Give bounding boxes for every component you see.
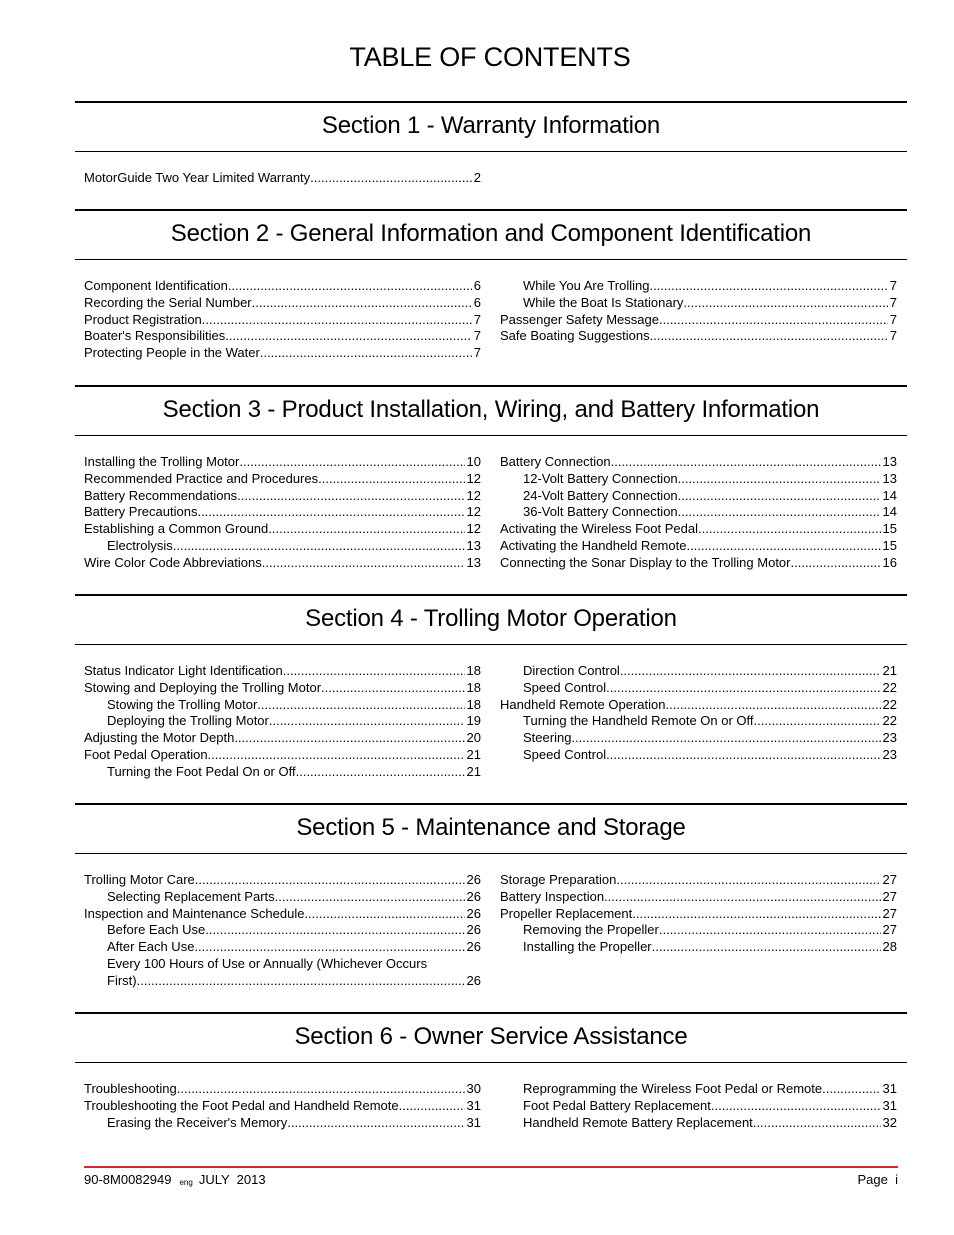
dot-leader xyxy=(399,1098,465,1115)
dot-leader xyxy=(683,295,887,312)
toc-entry[interactable] xyxy=(84,956,481,990)
dot-leader xyxy=(611,454,881,471)
toc-col-left xyxy=(84,278,481,362)
toc-entry-page: 26 xyxy=(466,922,481,938)
toc-entry-title: 24-Volt Battery Connection xyxy=(523,487,678,503)
toc-entry[interactable] xyxy=(84,1098,481,1115)
section-2-title: Section 2 - General Information and Component Identification xyxy=(170,220,812,247)
dot-leader xyxy=(252,295,472,312)
language-code: eng xyxy=(179,1178,193,1187)
section-6 xyxy=(75,1012,907,1130)
toc-entry-title: Status Indicator Light Identification xyxy=(84,663,283,678)
toc-entry[interactable] xyxy=(500,538,897,555)
dot-leader xyxy=(604,889,880,906)
dot-leader xyxy=(268,521,464,538)
toc-entry-title: Removing the Propeller xyxy=(523,922,659,938)
toc-entry-title: Turning the Foot Pedal On or Off xyxy=(107,763,296,779)
section-1-entries xyxy=(75,170,907,188)
dot-leader xyxy=(666,697,881,714)
toc-entry[interactable] xyxy=(84,521,481,538)
toc-entry-page: 13 xyxy=(466,554,481,570)
toc-entry-page: 21 xyxy=(466,746,481,762)
toc-entry-page: 12 xyxy=(466,504,481,520)
dot-leader xyxy=(754,713,881,730)
toc-entry-title: Safe Boating Suggestions xyxy=(500,328,650,344)
toc-entry-title: MotorGuide Two Year Limited Warranty xyxy=(84,170,311,185)
dot-leader xyxy=(239,454,464,471)
dot-leader xyxy=(234,730,464,747)
toc-entry[interactable] xyxy=(84,170,481,187)
toc-entry[interactable] xyxy=(84,538,481,555)
toc-entry[interactable] xyxy=(500,663,897,680)
toc-entry-title: Protecting People in the Water xyxy=(84,345,260,361)
toc-entry-page: 27 xyxy=(882,905,897,921)
toc-entry[interactable] xyxy=(500,555,897,572)
toc-entry[interactable] xyxy=(84,663,481,680)
toc-entry-title: Installing the Trolling Motor xyxy=(84,454,240,469)
toc-entry-title: Trolling Motor Care xyxy=(84,872,195,887)
dot-leader xyxy=(321,680,465,697)
toc-entry-page: 20 xyxy=(466,730,481,746)
dot-leader xyxy=(620,663,881,680)
toc-entry-page: 10 xyxy=(466,454,481,469)
toc-entry[interactable] xyxy=(84,906,481,923)
page-title: TABLE OF CONTENTS xyxy=(349,42,631,72)
dot-leader xyxy=(205,922,464,939)
toc-entry[interactable] xyxy=(84,312,481,329)
dot-leader xyxy=(632,906,880,923)
dot-leader xyxy=(606,747,880,764)
toc-col-right xyxy=(500,872,897,956)
toc-entry-page: 26 xyxy=(466,972,481,988)
toc-entry[interactable] xyxy=(84,295,481,312)
section-4 xyxy=(75,594,907,779)
dot-leader xyxy=(202,312,472,329)
toc-entry-page: 7 xyxy=(889,294,897,310)
toc-entry-title: Foot Pedal Operation xyxy=(84,746,208,762)
toc-entry[interactable] xyxy=(500,1081,897,1098)
dot-leader xyxy=(208,747,465,764)
toc-entry-title: Foot Pedal Battery Replacement xyxy=(523,1097,711,1113)
toc-entry-title: Stowing and Deploying the Trolling Motor xyxy=(84,679,322,695)
toc-entry-title: Handheld Remote Operation xyxy=(500,696,666,712)
dot-leader xyxy=(195,872,465,889)
toc-entry-title: While the Boat Is Stationary xyxy=(523,294,684,310)
toc-entry-page: 6 xyxy=(473,278,481,293)
toc-entry-title: 36-Volt Battery Connection xyxy=(523,504,678,520)
footer-rule xyxy=(84,1166,898,1168)
toc-entry-title: Connecting the Sonar Display to the Trolling Motor xyxy=(500,554,791,570)
toc-entry-title: Passenger Safety Message xyxy=(500,311,659,327)
toc-entry[interactable] xyxy=(500,713,897,730)
toc-entry[interactable] xyxy=(84,278,481,295)
dot-leader xyxy=(686,538,880,555)
dot-leader xyxy=(257,697,464,714)
toc-entry-page: 6 xyxy=(473,294,481,310)
toc-entry-page: 7 xyxy=(473,328,481,344)
toc-entry-title-continued: First) xyxy=(107,972,137,988)
toc-entry[interactable] xyxy=(500,906,897,923)
toc-entry-page: 22 xyxy=(882,713,897,729)
toc-entry-page: 32 xyxy=(882,1114,897,1130)
toc-entry-page: 30 xyxy=(466,1081,481,1096)
toc-entry-page: 27 xyxy=(882,922,897,938)
toc-entry-title: Adjusting the Motor Depth xyxy=(84,730,235,746)
toc-entry-page: 26 xyxy=(466,905,481,921)
toc-entry-title: Troubleshooting the Foot Pedal and Handheld Remote xyxy=(84,1097,399,1113)
toc-entry-page: 27 xyxy=(882,872,897,887)
dot-leader xyxy=(283,663,465,680)
dot-leader xyxy=(173,538,465,555)
page-number: Page i xyxy=(857,1172,898,1187)
toc-entry[interactable] xyxy=(84,328,481,345)
toc-entry-page: 26 xyxy=(466,888,481,904)
toc-entry[interactable] xyxy=(84,764,481,781)
toc-entry-title: Activating the Handheld Remote xyxy=(500,537,687,553)
toc-entry[interactable] xyxy=(500,1115,897,1132)
toc-entry-title: Component Identification xyxy=(84,278,228,293)
toc-entry[interactable] xyxy=(84,345,481,362)
toc-entry[interactable] xyxy=(500,328,897,345)
toc-col-left xyxy=(84,872,481,990)
toc-entry-page: 22 xyxy=(882,679,897,695)
dot-leader xyxy=(678,471,881,488)
toc-entry-page: 14 xyxy=(882,504,897,520)
toc-entry-title: Handheld Remote Battery Replacement xyxy=(523,1114,753,1130)
toc-entry-title: Wire Color Code Abbreviations xyxy=(84,554,262,570)
footer-left xyxy=(84,1172,266,1187)
toc-entry-page: 21 xyxy=(466,763,481,779)
toc-entry-title: Boater's Responsibilities xyxy=(84,328,226,344)
toc-entry[interactable] xyxy=(500,295,897,312)
toc-entry[interactable] xyxy=(500,504,897,521)
toc-entry[interactable] xyxy=(500,747,897,764)
toc-entry-title: Battery Recommendations xyxy=(84,487,238,503)
toc-entry-page: 15 xyxy=(882,537,897,553)
toc-entry-page: 7 xyxy=(889,278,897,293)
toc-entry-page: 31 xyxy=(882,1097,897,1113)
toc-entry-title: Steering xyxy=(523,730,572,746)
doc-number: 90-8M0082949 xyxy=(84,1172,172,1187)
dot-leader xyxy=(616,872,880,889)
toc-entry-page: 7 xyxy=(889,311,897,327)
toc-entry-page: 13 xyxy=(882,470,897,486)
toc-entry-page: 18 xyxy=(466,696,481,712)
toc-entry-title: Recording the Serial Number xyxy=(84,294,252,310)
toc-entry-title: Battery Inspection xyxy=(500,888,605,904)
toc-entry[interactable] xyxy=(84,730,481,747)
toc-entry-page: 13 xyxy=(882,454,897,469)
dot-leader xyxy=(678,504,881,521)
toc-col-left xyxy=(84,663,481,781)
toc-entry-page: 31 xyxy=(466,1097,481,1113)
toc-entry[interactable] xyxy=(500,278,897,295)
toc-entry-title: Recommended Practice and Procedures xyxy=(84,470,319,486)
toc-entry[interactable] xyxy=(500,730,897,747)
toc-col-right xyxy=(500,1081,897,1131)
dot-leader xyxy=(711,1098,881,1115)
toc-entry-page: 14 xyxy=(882,487,897,503)
dot-leader xyxy=(698,521,881,538)
section-6-title: Section 6 - Owner Service Assistance xyxy=(294,1023,688,1050)
toc-entry-page: 7 xyxy=(473,311,481,327)
dot-leader xyxy=(659,922,881,939)
toc-entry-title: Speed Control xyxy=(523,679,607,695)
dot-leader xyxy=(177,1081,465,1098)
toc-entry-page: 18 xyxy=(466,679,481,695)
toc-entry-title: Activating the Wireless Foot Pedal xyxy=(500,521,698,537)
toc-entry-title: Electrolysis xyxy=(107,537,173,553)
toc-entry-page: 7 xyxy=(473,345,481,361)
toc-entry[interactable] xyxy=(84,713,481,730)
section-1-header xyxy=(75,101,907,152)
toc-entry[interactable] xyxy=(500,680,897,697)
section-5 xyxy=(75,803,907,988)
toc-entry-title: Troubleshooting xyxy=(84,1081,177,1096)
toc-col-right xyxy=(500,454,897,572)
dot-leader xyxy=(678,488,881,505)
toc-entry-page: 12 xyxy=(466,470,481,486)
toc-entry[interactable] xyxy=(500,454,897,471)
toc-entry-title: After Each Use xyxy=(107,939,195,955)
dot-leader xyxy=(606,680,880,697)
toc-entry[interactable] xyxy=(84,1081,481,1098)
toc-entry[interactable] xyxy=(84,680,481,697)
toc-entry[interactable] xyxy=(84,504,481,521)
toc-entry[interactable] xyxy=(84,939,481,956)
section-1 xyxy=(75,101,907,188)
toc-entry-page: 2 xyxy=(473,170,481,185)
toc-entry-title: Erasing the Receiver's Memory xyxy=(107,1114,288,1130)
dot-leader xyxy=(310,170,472,187)
toc-col-left xyxy=(84,170,481,187)
toc-entry-title: Propeller Replacement xyxy=(500,905,633,921)
toc-entry-page: 27 xyxy=(882,888,897,904)
dot-leader xyxy=(237,488,464,505)
section-3-title: Section 3 - Product Installation, Wiring, and Battery Information xyxy=(162,396,820,423)
section-5-title: Section 5 - Maintenance and Storage xyxy=(296,814,686,841)
section-4-title: Section 4 - Trolling Motor Operation xyxy=(305,605,677,632)
section-2-header xyxy=(75,209,907,260)
publication-date: JULY 2013 xyxy=(198,1172,266,1187)
toc-entry[interactable] xyxy=(84,1115,481,1132)
toc-entry-page: 18 xyxy=(466,663,481,678)
toc-entry-page: 12 xyxy=(466,521,481,537)
toc-entry-page: 13 xyxy=(466,537,481,553)
toc-entry[interactable] xyxy=(84,747,481,764)
toc-col-right xyxy=(500,663,897,764)
toc-entry-title: Establishing a Common Ground xyxy=(84,521,269,537)
dot-leader xyxy=(652,939,881,956)
toc-entry[interactable] xyxy=(500,521,897,538)
section-2 xyxy=(75,209,907,361)
toc-entry-title: While You Are Trolling xyxy=(523,278,650,293)
section-3 xyxy=(75,385,907,570)
dot-leader xyxy=(296,764,465,781)
dot-leader xyxy=(197,504,464,521)
dot-leader xyxy=(287,1115,464,1132)
dot-leader xyxy=(571,730,880,747)
toc-entry-page: 26 xyxy=(466,872,481,887)
toc-entry-title: Speed Control xyxy=(523,746,607,762)
toc-entry[interactable] xyxy=(84,922,481,939)
toc-col-left xyxy=(84,454,481,572)
toc-entry-page: 22 xyxy=(882,696,897,712)
toc-entry-page: 15 xyxy=(882,521,897,537)
dot-leader xyxy=(228,278,472,295)
dot-leader xyxy=(649,278,887,295)
toc-entry-title: Stowing the Trolling Motor xyxy=(107,696,258,712)
toc-entry[interactable] xyxy=(84,471,481,488)
toc-entry-page: 31 xyxy=(466,1114,481,1130)
dot-leader xyxy=(137,973,465,990)
toc-entry-page: 7 xyxy=(889,328,897,344)
toc-entry[interactable] xyxy=(500,312,897,329)
toc-entry-title: Direction Control xyxy=(523,663,620,678)
dot-leader xyxy=(194,939,464,956)
dot-leader xyxy=(753,1115,881,1132)
dot-leader xyxy=(304,906,464,923)
section-5-header xyxy=(75,803,907,854)
toc-col-left xyxy=(84,1081,481,1131)
toc-entry-title: Battery Precautions xyxy=(84,504,198,520)
toc-entry[interactable] xyxy=(84,889,481,906)
dot-leader xyxy=(260,345,472,362)
toc-entry[interactable] xyxy=(500,889,897,906)
section-6-header xyxy=(75,1012,907,1063)
section-3-header xyxy=(75,385,907,436)
toc-entry-title: Installing the Propeller xyxy=(523,939,652,955)
toc-entry-page: 16 xyxy=(882,554,897,570)
dot-leader xyxy=(269,713,465,730)
toc-entry[interactable] xyxy=(500,939,897,956)
dot-leader xyxy=(262,555,465,572)
dot-leader xyxy=(659,312,888,329)
dot-leader xyxy=(650,328,888,345)
toc-entry[interactable] xyxy=(500,488,897,505)
toc-entry-title: Before Each Use xyxy=(107,922,206,938)
toc-entry-page: 28 xyxy=(882,939,897,955)
toc-entry-title: Battery Connection xyxy=(500,454,611,469)
toc-col-right xyxy=(500,278,897,345)
dot-leader xyxy=(318,471,464,488)
toc-entry-page: 23 xyxy=(882,746,897,762)
section-4-header xyxy=(75,594,907,645)
toc-entry[interactable] xyxy=(500,922,897,939)
toc-entry-title: Inspection and Maintenance Schedule xyxy=(84,905,305,921)
toc-entry-page: 21 xyxy=(882,663,897,678)
toc-entry[interactable] xyxy=(84,555,481,572)
toc-entry[interactable] xyxy=(84,488,481,505)
toc-entry-title: 12-Volt Battery Connection xyxy=(523,470,678,486)
toc-entry[interactable] xyxy=(500,872,897,889)
toc-entry-page: 12 xyxy=(466,487,481,503)
dot-leader xyxy=(225,328,472,345)
toc-entry-title: Product Registration xyxy=(84,311,202,327)
toc-entry[interactable] xyxy=(500,697,897,714)
toc-entry-title: Reprogramming the Wireless Foot Pedal or Remote xyxy=(523,1081,823,1096)
toc-entry[interactable] xyxy=(500,471,897,488)
dot-leader xyxy=(822,1081,880,1098)
toc-entry[interactable] xyxy=(84,697,481,714)
toc-entry-page: 23 xyxy=(882,730,897,746)
section-1-title: Section 1 - Warranty Information xyxy=(321,112,661,139)
toc-entry-title: Every 100 Hours of Use or Annually (Whichever Occurs xyxy=(107,955,428,971)
dot-leader xyxy=(791,555,881,572)
toc-entry-page: 26 xyxy=(466,939,481,955)
toc-entry-title: Turning the Handheld Remote On or Off xyxy=(523,713,754,729)
toc-entry-title: Selecting Replacement Parts xyxy=(107,888,275,904)
toc-entry-page: 19 xyxy=(466,713,481,729)
toc-entry[interactable] xyxy=(84,454,481,471)
toc-entry-title: Deploying the Trolling Motor xyxy=(107,713,269,729)
toc-entry[interactable] xyxy=(84,872,481,889)
dot-leader xyxy=(275,889,465,906)
toc-entry[interactable] xyxy=(500,1098,897,1115)
toc-entry-title: Storage Preparation xyxy=(500,872,617,887)
toc-entry-page: 31 xyxy=(882,1081,897,1096)
